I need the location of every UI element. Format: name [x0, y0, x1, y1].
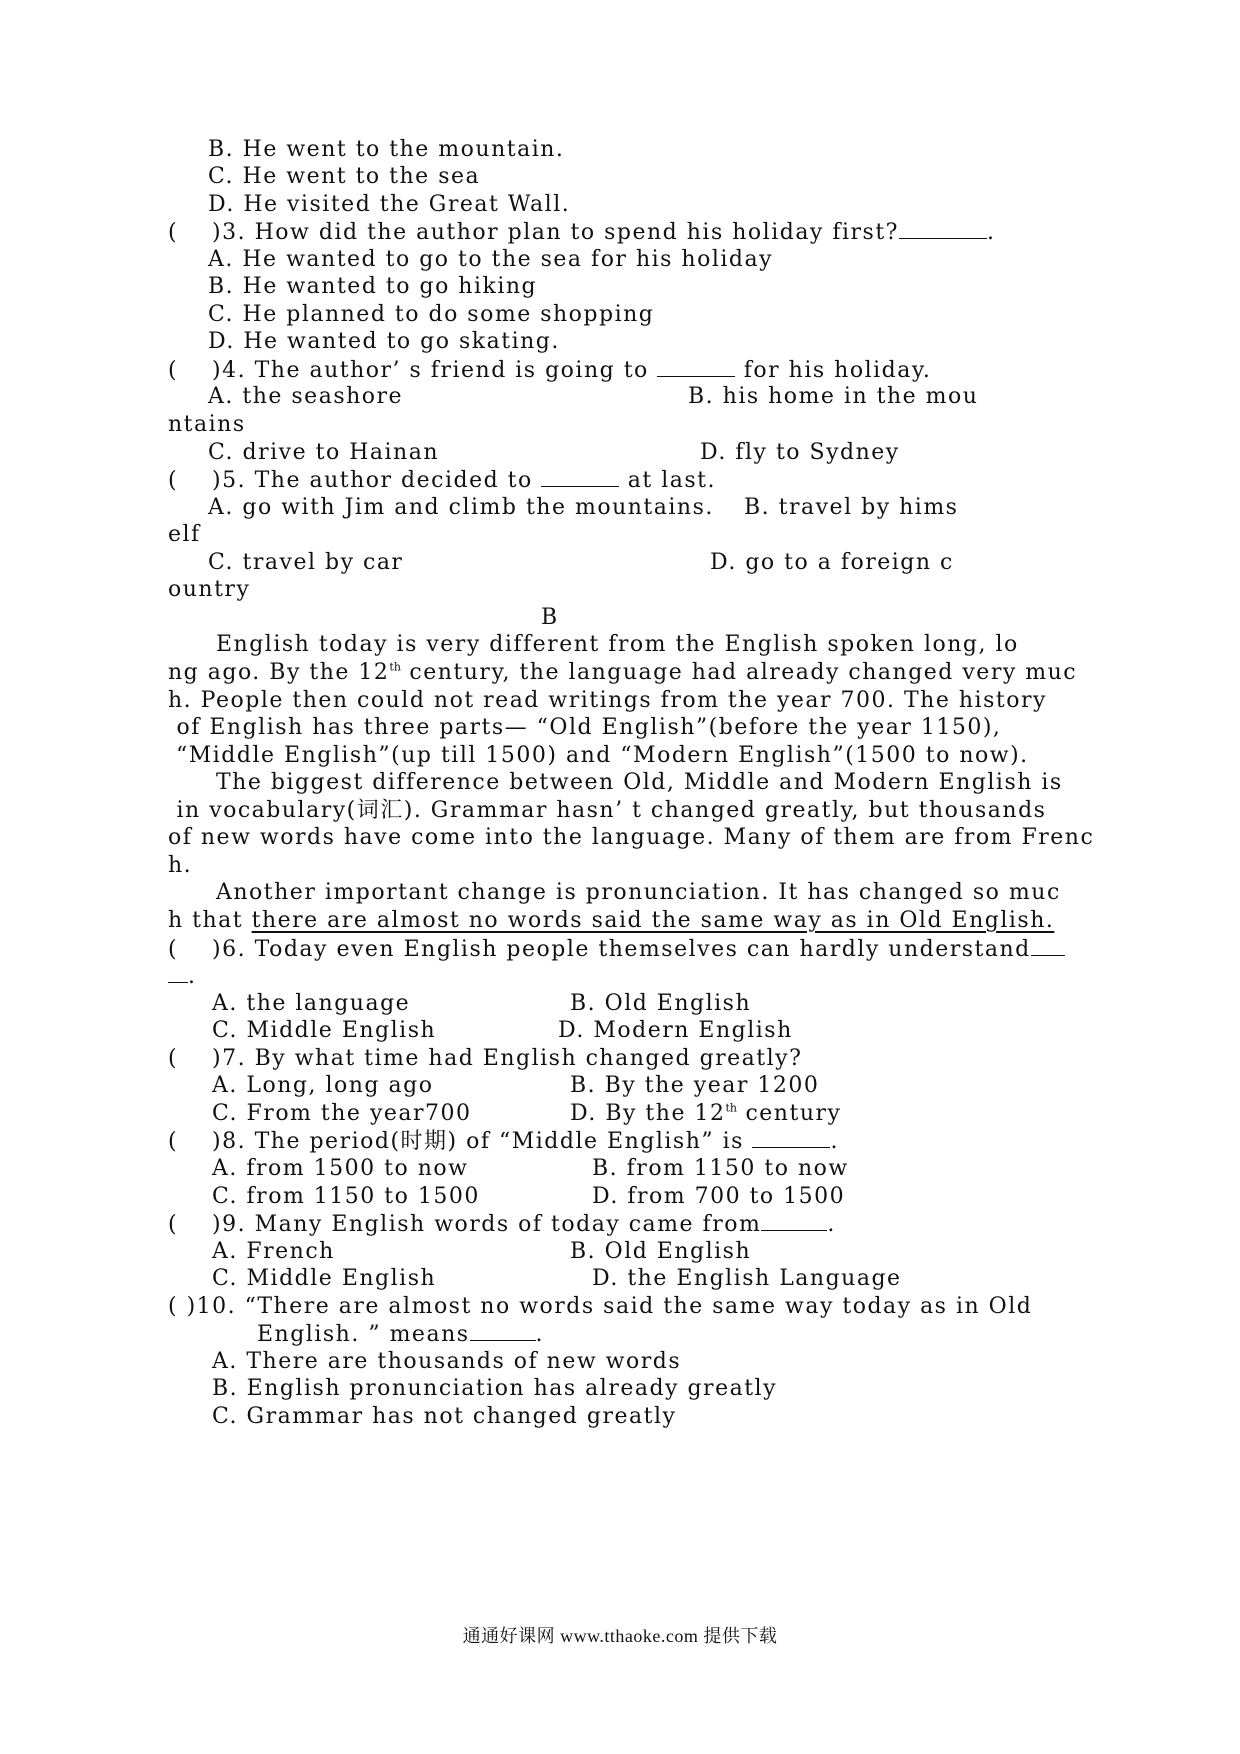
answer-blank — [752, 1127, 830, 1148]
passage-line: “Middle English”(up till 1500) and “Modern English”(1500 to now). — [176, 743, 1029, 768]
q2-option-c: C. He went to the sea — [208, 164, 481, 189]
footer-source: 通通好课网 www.tthaoke.com 提供下载 — [462, 1626, 778, 1646]
q3-option-b: B. He wanted to go hiking — [208, 274, 538, 299]
q5-stem: ( )5. The author decided to at last. — [168, 468, 716, 493]
q7-option-c: C. From the year700 — [212, 1101, 472, 1126]
q9-option-b: B. Old English — [570, 1239, 752, 1264]
q8-option-d: D. from 700 to 1500 — [592, 1184, 846, 1209]
q5-option-d-wrap: ountry — [168, 577, 251, 602]
q8-option-b: B. from 1150 to now — [592, 1156, 849, 1181]
q8-stem: ( )8. The period(时期) of “Middle English” is . — [168, 1129, 839, 1154]
answer-blank — [541, 466, 619, 487]
q10-stem: ( )10. “There are almost no words said the same way today as in Old — [168, 1294, 1033, 1319]
answer-blank — [761, 1210, 827, 1231]
q9-option-d: D. the English Language — [592, 1266, 902, 1291]
q5-option-b-wrap: elf — [168, 522, 201, 547]
q7-option-b: B. By the year 1200 — [570, 1073, 820, 1098]
q9-option-c: C. Middle English — [212, 1266, 437, 1291]
q6-stem: ( )6. Today even English people themselves can hardly understand — [168, 935, 1065, 963]
q3-option-d: D. He wanted to go skating. — [208, 329, 560, 354]
q7-stem: ( )7. By what time had English changed greatly? — [168, 1046, 803, 1071]
q4-stem: ( )4. The author’ s friend is going to for his holiday. — [168, 358, 932, 383]
q2-option-d: D. He visited the Great Wall. — [208, 192, 571, 217]
q3-stem: ( )3. How did the author plan to spend his holiday first? . — [168, 220, 996, 245]
answer-blank — [657, 356, 735, 377]
q10-stem-wrap: English. ” means . — [257, 1322, 545, 1347]
q4-option-a: A. the seashore — [208, 384, 404, 409]
q10-option-c: C. Grammar has not changed greatly — [212, 1404, 677, 1429]
q8-option-c: C. from 1150 to 1500 — [212, 1184, 480, 1209]
q8-option-a: A. from 1500 to now — [212, 1156, 469, 1181]
q9-stem: ( )9. Many English words of today came from . — [168, 1212, 836, 1237]
q5-option-b: B. travel by hims — [744, 495, 959, 520]
q5-option-a: A. go with Jim and climb the mountains. — [208, 495, 714, 520]
passage-line: English today is very different from the English spoken long, lo — [216, 632, 1019, 657]
passage-line: h. People then could not read writings from the year 700. The history — [168, 688, 1047, 713]
answer-blank — [1031, 935, 1065, 956]
answer-blank — [168, 962, 188, 983]
passage-line: ng ago. By the 12th century, the language had already changed very muc — [168, 660, 1078, 685]
passage-line: in vocabulary(词汇). Grammar hasn’ t changed greatly, but thousands — [168, 798, 1047, 823]
q10-option-b: B. English pronunciation has already greatly — [212, 1376, 778, 1401]
q9-option-a: A. French — [212, 1239, 335, 1264]
passage-line: h. — [168, 853, 193, 878]
q2-option-b: B. He went to the mountain. — [208, 137, 565, 162]
q4-option-b-wrap: ntains — [168, 412, 246, 437]
q5-option-d: D. go to a foreign c — [710, 550, 954, 575]
passage-line: Another important change is pronunciation. It has changed so muc — [216, 880, 1061, 905]
answer-blank — [470, 1320, 536, 1341]
q3-option-a: A. He wanted to go to the sea for his holiday — [208, 247, 774, 272]
q7-option-d: D. By the 12th century — [570, 1101, 842, 1126]
q6-option-d: D. Modern English — [558, 1018, 793, 1043]
passage-line: The biggest difference between Old, Middle and Modern English is — [216, 770, 1063, 795]
passage-line: of English has three parts— “Old English”(before the year 1150), — [168, 715, 1002, 740]
q6-stem-wrap: . — [168, 962, 197, 990]
passage-line: of new words have come into the language. Many of them are from Frenc — [168, 825, 1095, 850]
answer-blank — [899, 218, 987, 239]
q7-option-a: A. Long, long ago — [212, 1073, 434, 1098]
q4-option-b: B. his home in the mou — [688, 384, 979, 409]
q6-option-c: C. Middle English — [212, 1018, 437, 1043]
q4-option-d: D. fly to Sydney — [700, 440, 900, 465]
q3-option-c: C. He planned to do some shopping — [208, 302, 655, 327]
q6-option-b: B. Old English — [570, 991, 752, 1016]
section-heading: B — [541, 605, 559, 630]
underlined-sentence: there are almost no words said the same way as in Old English. — [251, 908, 1055, 933]
q10-option-a: A. There are thousands of new words — [212, 1349, 682, 1374]
q6-option-a: A. the language — [212, 991, 411, 1016]
q5-option-c: C. travel by car — [208, 550, 404, 575]
passage-line: h that there are almost no words said the same way as in Old English. — [168, 908, 1055, 933]
q4-option-c: C. drive to Hainan — [208, 440, 439, 465]
